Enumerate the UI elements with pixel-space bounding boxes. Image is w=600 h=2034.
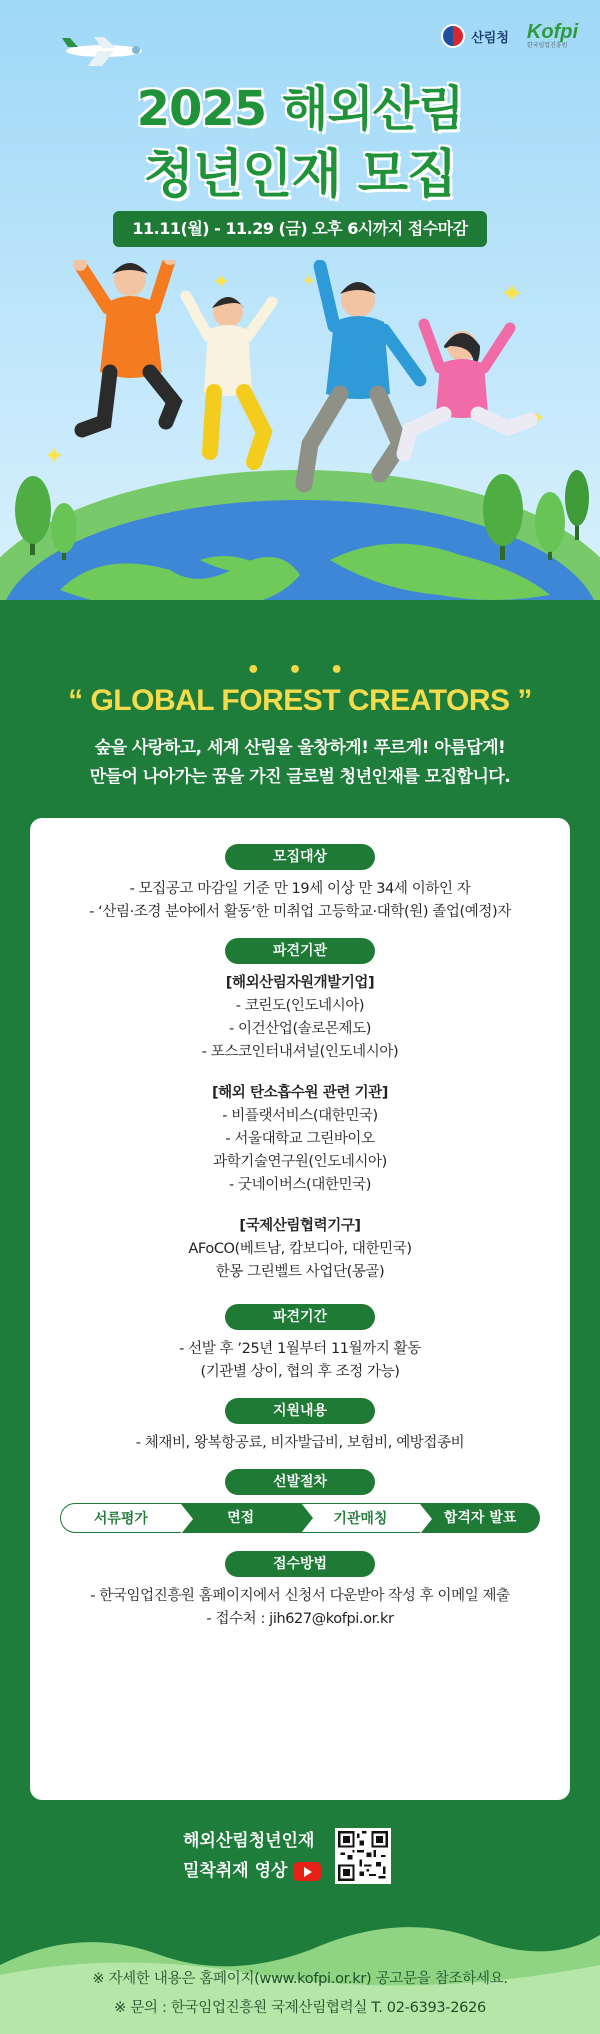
recruitment-info-card	[30, 818, 570, 1800]
kofpi-logo	[527, 22, 578, 50]
agency-section	[30, 938, 570, 1284]
section-label: 파견기간	[225, 1304, 375, 1330]
page-title-line2: 청년인재 모집	[143, 145, 457, 205]
section-label: 파견기관	[225, 938, 375, 964]
process-step: 기관매칭	[301, 1503, 421, 1533]
kofpi-logo-sub: 한국임업진흥원	[526, 42, 568, 49]
target-section	[30, 844, 570, 924]
info-line: AFoCO(베트남, 캄보디아, 대한민국)	[188, 1241, 412, 1257]
footer-notes	[0, 1965, 600, 2023]
sparkle-icon: ✦	[500, 277, 524, 310]
process-step: 서류평가	[60, 1503, 181, 1533]
sparkle-icon: ✦	[212, 270, 231, 295]
arrow-icon	[301, 1503, 313, 1533]
page-title-line1: 2025 해외산림	[136, 81, 464, 137]
info-line: - 이건산업(솔로몬제도)	[228, 1021, 372, 1037]
info-line: - 비플랫서비스(대한민국)	[222, 1108, 378, 1124]
qr-code-icon[interactable]	[335, 1828, 391, 1884]
apply-section	[30, 1551, 570, 1631]
sparkle-icon: ✦	[530, 408, 546, 429]
intro-line: 만들어 나아가는 꿈을 가진 글로벌 청년인재를 모집합니다.	[89, 767, 511, 787]
sparkle-icon: ✦	[44, 442, 65, 470]
intro-text	[0, 734, 600, 792]
hero-banner	[0, 0, 600, 600]
group-title: [해외 탄소흡수원 관련 기관]	[211, 1085, 389, 1101]
footer	[0, 1905, 600, 2034]
sparkle-icon: ✦	[302, 271, 316, 290]
info-line: 과학기술연구원(인도네시아)	[213, 1154, 387, 1170]
info-line: (기관별 상이, 협의 후 조정 가능)	[200, 1364, 400, 1380]
info-line: - 굿네이버스(대한민국)	[228, 1177, 372, 1193]
info-line: - 한국임업진흥원 홈페이지에서 신청서 다운받아 작성 후 이메일 제출	[90, 1588, 510, 1604]
support-section	[30, 1398, 570, 1455]
info-line: - 체재비, 왕복항공료, 비자발급비, 보험비, 예방접종비	[135, 1435, 465, 1451]
section-label: 모집대상	[225, 844, 375, 870]
info-line: - 서울대학교 그린바이오	[225, 1131, 375, 1147]
section-label: 선발절차	[225, 1469, 375, 1495]
main-section	[0, 600, 600, 2034]
info-line: 한몽 그린벨트 사업단(몽골)	[215, 1264, 385, 1280]
kfs-logo-text: 산림청	[471, 30, 509, 46]
slogan: “ GLOBAL FOREST CREATORS ”	[68, 684, 532, 717]
taegeuk-icon	[441, 24, 465, 48]
footer-line[interactable]: ※ 자세한 내용은 홈페이지(www.kofpi.or.kr) 공고문을 참조하세요.	[92, 1971, 508, 1987]
airplane-icon	[58, 34, 150, 68]
info-line: - 선발 후 ’25년 1월부터 11월까지 활동	[179, 1341, 421, 1357]
process-section	[30, 1469, 570, 1533]
contact-email[interactable]: - 접수처 : jih627@kofpi.or.kr	[206, 1611, 394, 1627]
section-label: 지원내용	[225, 1398, 375, 1424]
process-step: 합격자 발표	[420, 1503, 540, 1533]
kofpi-logo-word: Kofpi	[526, 21, 578, 43]
youtube-icon[interactable]	[293, 1862, 321, 1881]
video-title-line: 해외산림청년인재	[183, 1831, 315, 1851]
arrow-icon	[420, 1504, 432, 1534]
arrow-icon	[181, 1504, 193, 1534]
application-period-badge: 11.11(월) - 11.29 (금) 오후 6시까지 접수마감	[113, 211, 487, 247]
group-title: [국제산림협력기구]	[239, 1218, 361, 1234]
video-promo[interactable]	[183, 1826, 391, 1886]
group-title: [해외산림자원개발기업]	[225, 975, 375, 991]
logo-group	[441, 22, 578, 50]
info-line: - ‘산림·조경 분야에서 활동’한 미취업 고등학교·대학(원) 졸업(예정)자	[89, 904, 511, 920]
video-promo-text	[183, 1826, 321, 1886]
info-line: - 포스코인터내셔널(인도네시아)	[201, 1044, 399, 1060]
process-step: 면접	[181, 1503, 301, 1533]
period-section	[30, 1304, 570, 1384]
intro-line: 숲을 사랑하고, 세계 산림을 울창하게! 푸르게! 아름답게!	[94, 738, 506, 758]
info-line: - 코린도(인도네시아)	[235, 998, 365, 1014]
selection-process-flow	[60, 1503, 540, 1533]
video-title-line: 밀착취재 영상	[183, 1861, 288, 1881]
info-line: - 모집공고 마감일 기준 만 19세 이상 만 34세 이하인 자	[129, 881, 471, 897]
footer-line: ※ 문의 : 한국임업진흥원 국제산림협력실 T. 02-6393-2626	[114, 2000, 486, 2016]
jumping-youth-illustration	[0, 260, 600, 600]
decorative-dots: • • •	[246, 658, 354, 683]
section-label: 접수방법	[225, 1551, 375, 1577]
korea-forest-service-logo	[441, 24, 509, 48]
